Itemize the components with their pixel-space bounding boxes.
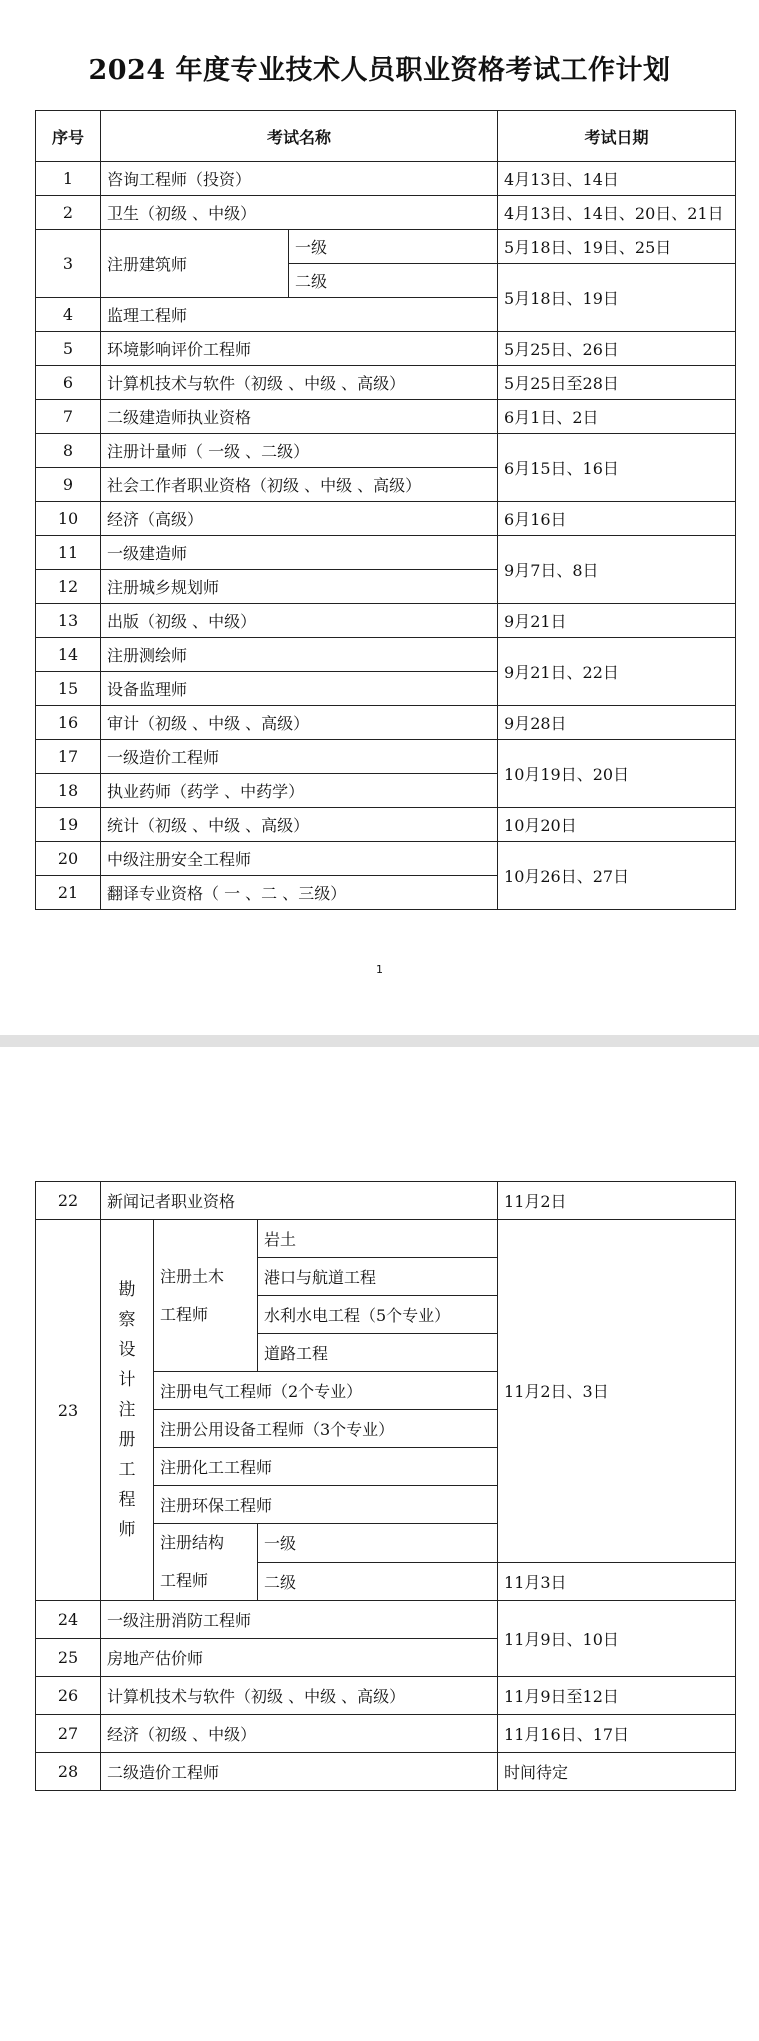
exam-name: 社会工作者职业资格（初级 、中级 、高级） — [101, 468, 498, 502]
exam-date: 10月26日、27日 — [498, 842, 736, 910]
row-no: 14 — [36, 638, 101, 672]
exam-date: 9月21日、22日 — [498, 638, 736, 706]
table-row — [36, 1601, 736, 1639]
exam-date: 9月28日 — [498, 706, 736, 740]
table-row — [36, 638, 736, 672]
exam-subcategory: 港口与航道工程 — [258, 1258, 498, 1296]
exam-name: 二级建造师执业资格 — [101, 400, 498, 434]
exam-date: 11月2日 — [498, 1182, 736, 1220]
row-no: 18 — [36, 774, 101, 808]
table-row — [36, 808, 736, 842]
exam-category: 注册环保工程师 — [154, 1486, 498, 1524]
group-char: 注 — [118, 1400, 136, 1420]
row-no: 28 — [36, 1753, 101, 1791]
exam-subcategory: 道路工程 — [258, 1334, 498, 1372]
exam-date: 4月13日、14日 — [498, 162, 736, 196]
exam-category: 注册化工工程师 — [154, 1448, 498, 1486]
exam-date: 5月18日、19日、25日 — [498, 230, 736, 264]
page-separator — [0, 1035, 759, 1047]
exam-name: 环境影响评价工程师 — [101, 332, 498, 366]
exam-name: 注册计量师（ 一级 、二级） — [101, 434, 498, 468]
exam-name: 监理工程师 — [101, 298, 498, 332]
exam-name: 经济（高级） — [101, 502, 498, 536]
exam-name: 一级造价工程师 — [101, 740, 498, 774]
exam-date: 10月20日 — [498, 808, 736, 842]
row-no: 20 — [36, 842, 101, 876]
exam-name: 翻译专业资格（ 一 、二 、三级） — [101, 876, 498, 910]
exam-sublevel: 一级 — [258, 1524, 498, 1563]
exam-name: 卫生（初级 、中级） — [101, 196, 498, 230]
exam-name: 出版（初级 、中级） — [101, 604, 498, 638]
row-no: 8 — [36, 434, 101, 468]
exam-category — [154, 1220, 258, 1372]
row-no: 12 — [36, 570, 101, 604]
exam-name: 中级注册安全工程师 — [101, 842, 498, 876]
table-row — [36, 366, 736, 400]
exam-name: 咨询工程师（投资） — [101, 162, 498, 196]
category-line: 工程师 — [160, 1571, 209, 1590]
table-row — [36, 1715, 736, 1753]
exam-name: 计算机技术与软件（初级 、中级 、高级） — [101, 366, 498, 400]
table-row — [36, 332, 736, 366]
group-char: 勘 — [118, 1280, 136, 1300]
exam-date: 11月9日、10日 — [498, 1601, 736, 1677]
exam-category: 注册电气工程师（2个专业） — [154, 1372, 498, 1410]
category-line: 注册土木 — [160, 1266, 225, 1286]
table-row — [36, 434, 736, 468]
exam-name: 二级造价工程师 — [101, 1753, 498, 1791]
exam-name: 注册城乡规划师 — [101, 570, 498, 604]
document-title: 2024 年度专业技术人员职业资格考试工作计划 — [88, 55, 671, 86]
row-no: 10 — [36, 502, 101, 536]
table-row — [36, 196, 736, 230]
table-row — [36, 1677, 736, 1715]
table-row — [36, 502, 736, 536]
exam-date: 6月1日、2日 — [498, 400, 736, 434]
row-no: 23 — [36, 1220, 101, 1601]
exam-subcategory: 水利水电工程（5个专业） — [258, 1296, 498, 1334]
row-no: 26 — [36, 1677, 101, 1715]
exam-schedule-table-continued — [35, 1181, 736, 1791]
row-no: 17 — [36, 740, 101, 774]
exam-name: 房地产估价师 — [101, 1639, 498, 1677]
exam-date: 9月21日 — [498, 604, 736, 638]
table-row — [36, 740, 736, 774]
exam-name: 注册建筑师 — [101, 230, 289, 298]
row-no: 5 — [36, 332, 101, 366]
exam-date: 5月25日、26日 — [498, 332, 736, 366]
exam-name: 设备监理师 — [101, 672, 498, 706]
header-no: 序号 — [36, 111, 101, 162]
row-no: 2 — [36, 196, 101, 230]
header-name: 考试名称 — [101, 111, 498, 162]
exam-date: 6月15日、16日 — [498, 434, 736, 502]
group-char: 计 — [118, 1370, 136, 1390]
exam-category: 注册公用设备工程师（3个专业） — [154, 1410, 498, 1448]
exam-date: 9月7日、8日 — [498, 536, 736, 604]
exam-group-label — [101, 1220, 154, 1601]
row-no: 6 — [36, 366, 101, 400]
exam-name: 计算机技术与软件（初级 、中级 、高级） — [101, 1677, 498, 1715]
row-no: 3 — [36, 230, 101, 298]
row-no: 22 — [36, 1182, 101, 1220]
group-char: 师 — [118, 1520, 136, 1540]
exam-date: 11月2日、3日 — [498, 1220, 736, 1563]
table-row — [36, 536, 736, 570]
exam-name: 执业药师（药学 、中药学） — [101, 774, 498, 808]
exam-date: 5月25日至28日 — [498, 366, 736, 400]
exam-name: 新闻记者职业资格 — [101, 1182, 498, 1220]
category-line: 工程师 — [160, 1304, 209, 1324]
row-no: 4 — [36, 298, 101, 332]
group-char: 设 — [118, 1340, 136, 1360]
table-row — [36, 400, 736, 434]
exam-name: 一级注册消防工程师 — [101, 1601, 498, 1639]
exam-sublevel: 二级 — [258, 1562, 498, 1601]
row-no: 11 — [36, 536, 101, 570]
exam-date: 4月13日、14日、20日、21日 — [498, 196, 736, 230]
group-char: 工 — [118, 1460, 136, 1480]
exam-date: 时间待定 — [498, 1753, 736, 1791]
exam-name: 一级建造师 — [101, 536, 498, 570]
table-row — [36, 1182, 736, 1220]
exam-sublevel: 一级 — [289, 230, 498, 264]
row-no: 19 — [36, 808, 101, 842]
table-row — [36, 1753, 736, 1791]
exam-sublevel: 二级 — [289, 264, 498, 298]
exam-date: 11月16日、17日 — [498, 1715, 736, 1753]
table-row — [36, 842, 736, 876]
row-no: 27 — [36, 1715, 101, 1753]
page-number: 1 — [376, 963, 383, 976]
table-row — [36, 230, 736, 264]
category-line: 注册结构 — [160, 1533, 225, 1552]
group-char: 程 — [118, 1490, 136, 1510]
exam-name: 经济（初级 、中级） — [101, 1715, 498, 1753]
row-no: 16 — [36, 706, 101, 740]
table-row — [36, 706, 736, 740]
group-char: 察 — [118, 1310, 136, 1330]
row-no: 15 — [36, 672, 101, 706]
exam-date: 6月16日 — [498, 502, 736, 536]
exam-name: 注册测绘师 — [101, 638, 498, 672]
exam-date: 10月19日、20日 — [498, 740, 736, 808]
row-no: 13 — [36, 604, 101, 638]
table-row — [36, 162, 736, 196]
row-no: 7 — [36, 400, 101, 434]
exam-category — [154, 1524, 258, 1601]
table-row — [36, 1220, 736, 1258]
exam-name: 审计（初级 、中级 、高级） — [101, 706, 498, 740]
exam-subcategory: 岩土 — [258, 1220, 498, 1258]
row-no: 9 — [36, 468, 101, 502]
group-char: 册 — [118, 1430, 136, 1450]
header-date: 考试日期 — [498, 111, 736, 162]
row-no: 24 — [36, 1601, 101, 1639]
row-no: 21 — [36, 876, 101, 910]
exam-schedule-table — [35, 110, 736, 910]
exam-date: 11月9日至12日 — [498, 1677, 736, 1715]
exam-date: 5月18日、19日 — [498, 264, 736, 332]
exam-name: 统计（初级 、中级 、高级） — [101, 808, 498, 842]
row-no: 1 — [36, 162, 101, 196]
table-header-row — [36, 111, 736, 162]
exam-date: 11月3日 — [498, 1562, 736, 1601]
row-no: 25 — [36, 1639, 101, 1677]
table-row — [36, 604, 736, 638]
